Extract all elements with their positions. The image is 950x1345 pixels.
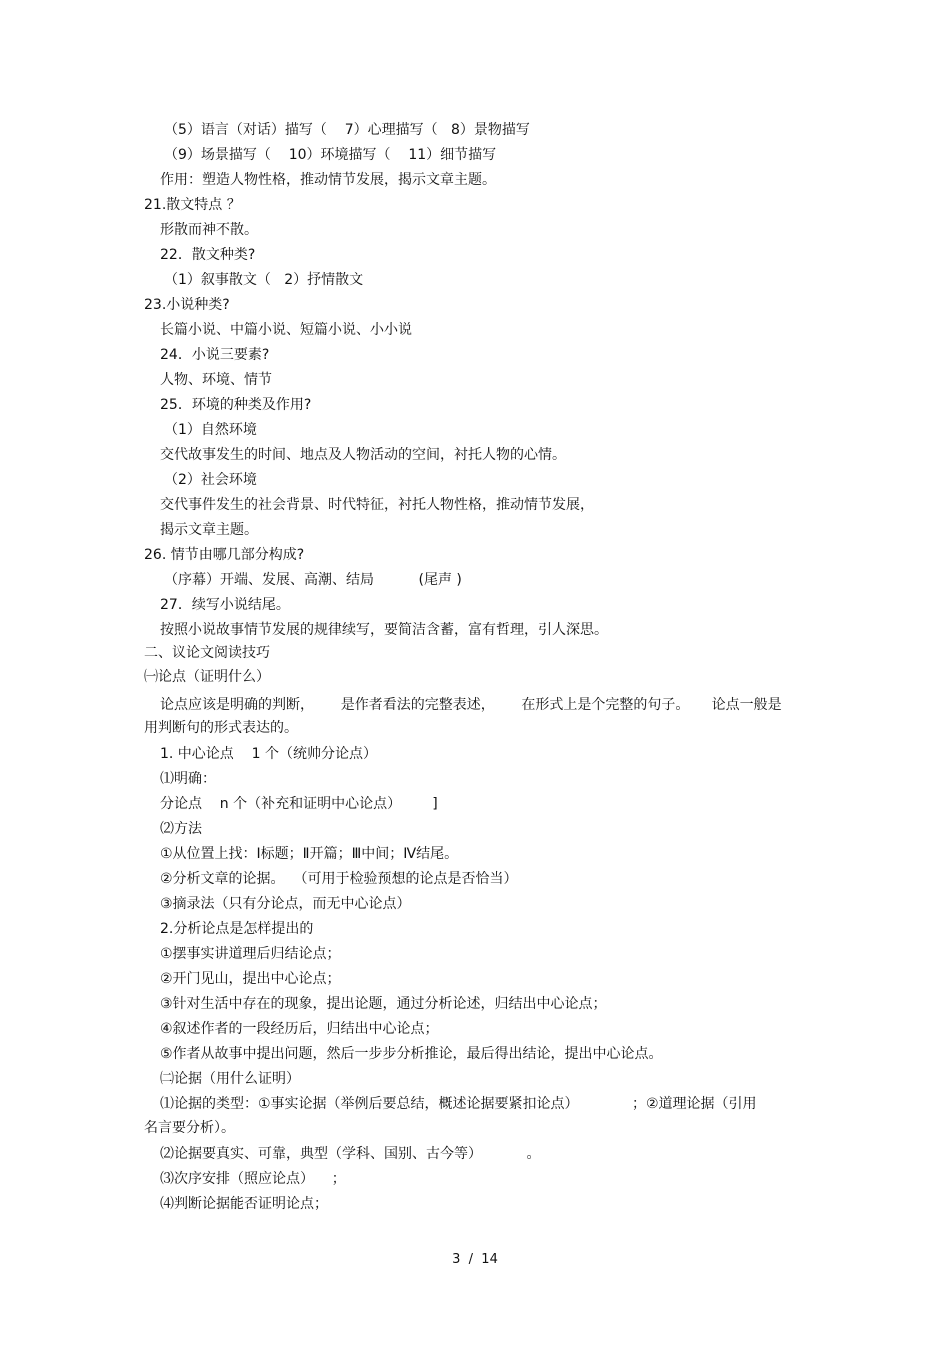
text-line: 24．小说三要素?: [160, 347, 270, 363]
text-line: ⑵论据要真实、可靠，典型（学科、国别、古今等） 。: [160, 1146, 541, 1162]
text-line: ⑴论据的类型：①事实论据（举例后要总结，概述论据要紧扣论点） ；②道理论据（引用: [160, 1096, 757, 1112]
text-line: （9）场景描写（ 10）环境描写（ 11）细节描写: [164, 147, 497, 163]
text-line: 用判断句的形式表达的。: [144, 720, 298, 736]
text-line: ⑵方法: [160, 821, 202, 837]
text-line: 人物、环境、情节: [160, 372, 272, 388]
text-line: （5）语言（对话）描写（ 7）心理描写（ 8）景物描写: [164, 122, 530, 138]
text-line: （1）自然环境: [164, 422, 257, 438]
text-line: 长篇小说、中篇小说、短篇小说、小小说: [160, 322, 412, 338]
text-line: 27．续写小说结尾。: [160, 597, 290, 613]
page-number: 3 / 14: [452, 1252, 498, 1267]
text-line: 揭示文章主题。: [160, 522, 258, 538]
text-line: 分论点 n 个（补充和证明中心论点） ]: [160, 796, 438, 812]
section-heading: 二、议论文阅读技巧: [144, 645, 270, 661]
text-line: ③摘录法（只有分论点，而无中心论点）: [160, 896, 411, 912]
text-line: 25．环境的种类及作用?: [160, 397, 312, 413]
text-line: （1）叙事散文（ 2）抒情散文: [164, 272, 364, 288]
text-line: 作用：塑造人物性格，推动情节发展，揭示文章主题。: [160, 172, 496, 188]
text-line: 2.分析论点是怎样提出的: [160, 921, 314, 937]
text-line: 交代事件发生的社会背景、时代特征，衬托人物性格，推动情节发展，: [160, 497, 594, 513]
text-line: 按照小说故事情节发展的规律续写，要简洁含蓄，富有哲理，引人深思。: [160, 622, 608, 638]
text-line: 23.小说种类?: [144, 297, 230, 313]
text-line: ①摆事实讲道理后归结论点；: [160, 946, 341, 962]
text-line: ①从位置上找：Ⅰ标题；Ⅱ开篇；Ⅲ中间；Ⅳ结尾。: [160, 846, 459, 862]
text-line: 21.散文特点 ？: [144, 197, 241, 213]
text-line: ⑴明确：: [160, 771, 216, 787]
text-line: ④叙述作者的一段经历后，归结出中心论点；: [160, 1021, 439, 1037]
section-heading: ㈡论据（用什么证明）: [160, 1071, 300, 1087]
section-heading: ㈠论点（证明什么）: [144, 669, 270, 685]
text-line: 22．散文种类?: [160, 247, 256, 263]
text-line: ②分析文章的论据。 （可用于检验预想的论点是否恰当）: [160, 871, 518, 887]
text-line: ⑷判断论据能否证明论点；: [160, 1196, 328, 1212]
text-line: 1. 中心论点 1 个（统帅分论点）: [160, 746, 377, 762]
text-line: 交代故事发生的时间、地点及人物活动的空间，衬托人物的心情。: [160, 447, 566, 463]
text-line: 形散而神不散。: [160, 222, 258, 238]
text-line: 论点应该是明确的判断， 是作者看法的完整表述， 在形式上是个完整的句子。 论点一般是: [160, 697, 782, 713]
text-line: ⑶次序安排（照应论点） ；: [160, 1171, 346, 1187]
text-line: （序幕）开端、发展、高潮、结局 (尾声 ): [164, 572, 462, 588]
text-line: ②开门见山，提出中心论点；: [160, 971, 341, 987]
text-line: （2）社会环境: [164, 472, 257, 488]
text-line: 26. 情节由哪几部分构成?: [144, 547, 305, 563]
text-line: ⑤作者从故事中提出问题，然后一步步分析推论，最后得出结论，提出中心论点。: [160, 1046, 663, 1062]
text-line: 名言要分析）。: [144, 1120, 235, 1136]
text-line: ③针对生活中存在的现象，提出论题，通过分析论述，归结出中心论点；: [160, 996, 607, 1012]
